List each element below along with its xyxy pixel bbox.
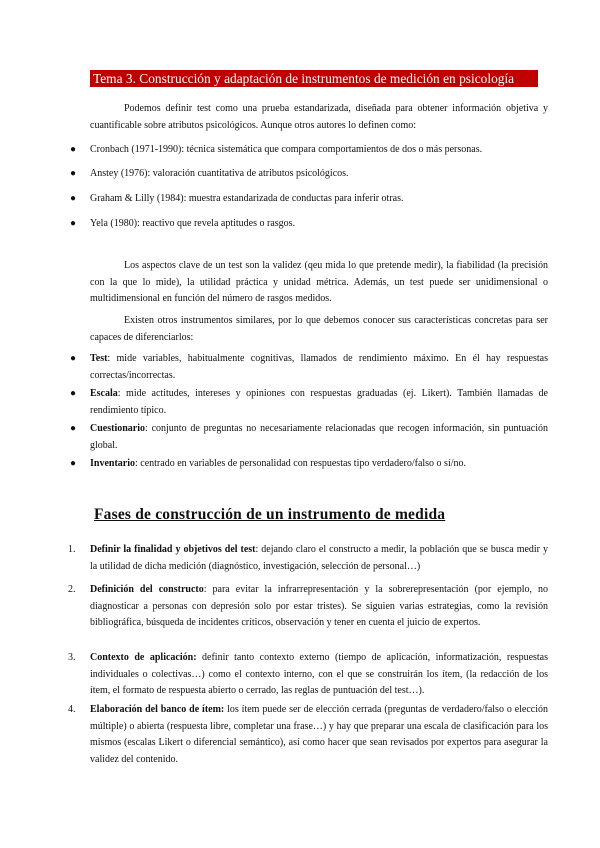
instruments-intro-text: Existen otros instrumentos similares, por lo que debemos conocer sus características concretas para ser capaces de diferenciarlos:	[90, 315, 548, 343]
list-item	[68, 650, 549, 700]
definition-text: Graham & Lilly (1984): muestra estandarizada de conductas para inferir otras.	[90, 193, 404, 204]
instrument-description: : mide actitudes, intereses y opiniones con respuestas graduadas (ej. Likert). También llamadas de rendimiento típico.	[90, 388, 548, 416]
instruments-paragraph	[90, 313, 548, 346]
bullet-icon: ●	[70, 458, 77, 469]
intro-text: Podemos definir test como una prueba estandarizada, diseñada para obtener información objetiva y cuantificable sobre atributos psicológicos. Aunque otros autores lo definen como:	[90, 103, 548, 131]
document-title: Tema 3. Construcción y adaptación de instrumentos de medición en psicología	[90, 70, 538, 87]
bullet-icon: ●	[70, 193, 77, 204]
bullet-icon: ●	[70, 168, 77, 179]
instrument-term: Inventario	[90, 458, 135, 469]
list-item	[70, 386, 548, 419]
phase-number: 3.	[68, 652, 76, 663]
bullet-icon: ●	[70, 218, 77, 229]
bullet-icon: ●	[70, 423, 77, 434]
phase-description: : dejando claro el constructo a medir, la población que se busca medir y la utilidad de dicha medición (diagnóstico, investigación, selección de personal…)	[90, 544, 549, 572]
instrument-term: Cuestionario	[90, 423, 145, 434]
bullet-icon: ●	[70, 353, 77, 364]
phase-term: Contexto de aplicación:	[90, 652, 197, 663]
phase-term: Definición del constructo	[90, 584, 204, 595]
section-title: Fases de construcción de un instrumento de medida	[94, 506, 446, 523]
phase-number: 1.	[68, 544, 76, 555]
definition-text: Anstey (1976): valoración cuantitativa de atributos psicológicos.	[90, 168, 349, 179]
phase-number: 2.	[68, 584, 76, 595]
phase-term: Definir la finalidad y objetivos del test	[90, 544, 256, 555]
list-item	[70, 166, 548, 183]
list-item	[70, 142, 548, 159]
list-item	[70, 421, 548, 454]
list-item	[70, 191, 548, 208]
list-item	[70, 456, 548, 473]
list-item	[70, 351, 548, 384]
list-item	[70, 216, 548, 233]
aspects-text: Los aspectos clave de un test son la validez (qeu mida lo que pretende medir), la fiabilidad (la precisión con la que lo mide), la utilidad práctica y unidad métrica. Además, un test puede ser unidimensional o multidimensional en función del número de rasgos medidos.	[90, 260, 548, 304]
list-item	[68, 542, 549, 575]
phase-number: 4.	[68, 704, 76, 715]
bullet-icon: ●	[70, 388, 77, 399]
phase-term: Elaboración del banco de ítem:	[90, 704, 225, 715]
instrument-description: : mide variables, habitualmente cognitivas, llamados de rendimiento máximo. En él hay respuestas correctas/incorrectas.	[90, 353, 548, 381]
intro-paragraph	[90, 101, 548, 134]
phase-description: : para evitar la infrarrepresentación y la sobrerepresentación (por ejemplo, no diagnosticar a personas con depresión solo por estar tristes). Se siguien varias estrategias, como la revisión bibliográfica, búsqueda de incidentes críticos, observación y tener en cuenta el juicio de expertos.	[90, 584, 549, 628]
instrument-term: Escala	[90, 388, 118, 399]
list-item	[68, 702, 548, 768]
aspects-paragraph	[90, 258, 548, 308]
list-item	[68, 582, 549, 632]
definition-text: Cronbach (1971-1990): técnica sistemática que compara comportamientos de dos o más personas.	[90, 144, 483, 155]
definition-text: Yela (1980): reactivo que revela aptitudes o rasgos.	[90, 218, 296, 229]
bullet-icon: ●	[70, 144, 77, 155]
instrument-description: : conjunto de preguntas no necesariamente relacionadas que recogen información, sin puntuación global.	[90, 423, 548, 451]
phase-description: los ítem puede ser de elección cerrada (preguntas de verdadero/falso o elección múltiple) o abierta (respuesta libre, completar una frase…) y hay que preparar una escala de clasificación para los mismos (escalas Likert o diferencial semántico), así como hacer que sean revisados por expertos para asegurar la validez del contenido.	[90, 704, 548, 765]
phase-description: definir tanto contexto externo (tiempo de aplicación, informatización, respuestas individuales o colectivas…) como el contexto interno, con el que se construirán los ítem, (la redacción de los ítem, el formato de respuesta abierto o cerrado, las reglas de puntuación del test…).	[90, 652, 549, 696]
instrument-term: Test	[90, 353, 108, 364]
instrument-description: : centrado en variables de personalidad con respuestas tipo verdadero/falso o sí/no.	[135, 458, 467, 469]
